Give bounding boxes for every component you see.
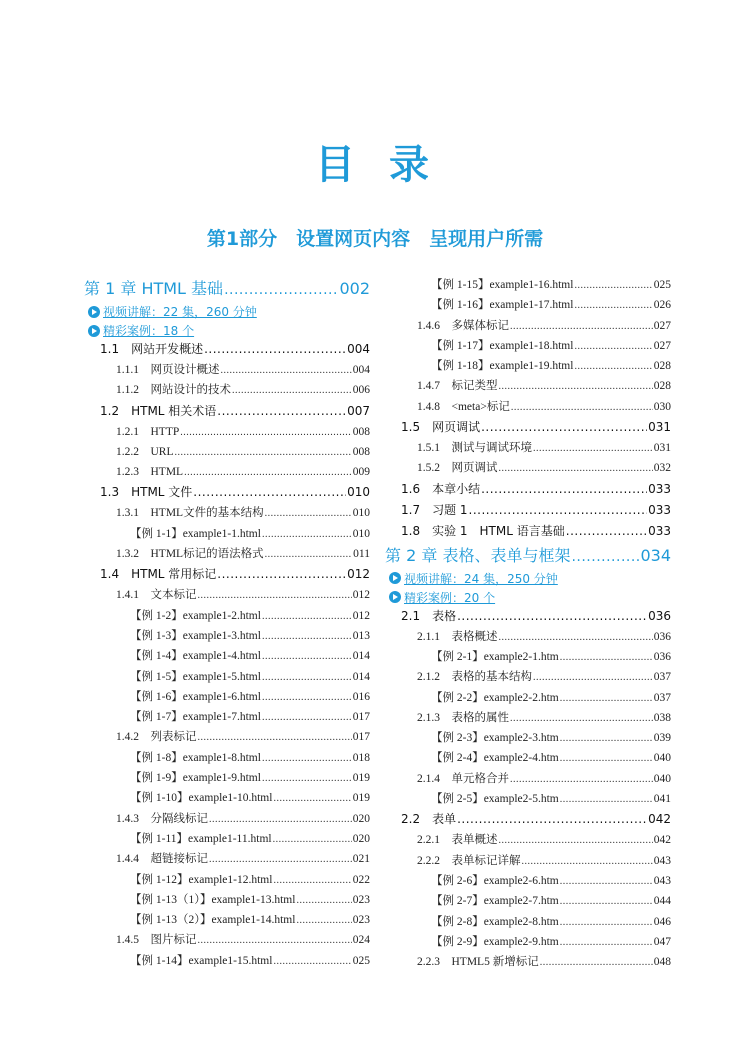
toc-subsection-entry[interactable]	[84, 423, 370, 443]
page-number: 012	[347, 567, 370, 582]
toc-example-entry[interactable]	[385, 872, 671, 892]
toc-section-entry[interactable]	[385, 480, 671, 501]
page-number: 019	[352, 772, 370, 785]
page-number: 043	[653, 854, 671, 867]
toc-subsection-entry[interactable]	[385, 709, 671, 729]
toc-example-entry[interactable]	[84, 769, 370, 789]
entry-title: 1.4.6 多媒体标记	[417, 319, 509, 332]
entry-title: 【例 1-2】example1-2.html	[130, 609, 261, 622]
dot-leader	[217, 567, 346, 581]
page-number: 040	[653, 752, 671, 765]
page-number: 025	[653, 279, 671, 291]
entry-title: 1.2.1 HTTP	[116, 425, 180, 438]
dot-leader	[560, 937, 653, 948]
entry-title: 1.7 习题 1	[401, 502, 468, 517]
dot-leader	[198, 732, 352, 743]
page-number: 026	[653, 299, 671, 312]
dot-leader	[262, 631, 352, 642]
page-number: 013	[352, 629, 370, 642]
entry-title: 第 2 章 表格、表单与框架	[385, 545, 571, 565]
toc-example-entry[interactable]	[84, 607, 370, 627]
page-number: 036	[653, 630, 671, 643]
page-number: 011	[353, 548, 370, 561]
page-title	[0, 133, 750, 190]
dot-leader	[209, 814, 352, 825]
page-number: 020	[352, 812, 370, 825]
entry-title: 【例 1-7】example1-7.html	[130, 711, 261, 724]
page-number: 027	[653, 319, 671, 332]
toc-subsection-entry[interactable]	[385, 953, 671, 973]
entry-title: 1.4.8 <meta>标记	[417, 400, 510, 413]
chapter-resource-link[interactable]	[385, 569, 671, 588]
toc-subsection-entry[interactable]	[84, 381, 370, 401]
dot-leader	[273, 956, 351, 967]
entry-title: 2.1.4 单元格合并	[417, 772, 509, 785]
part-heading: 第1部分 设置网页内容 呈现用户所需	[206, 228, 544, 250]
entry-title: 【例 1-13（2）】example1-14.html	[130, 914, 296, 927]
page-number: 017	[352, 711, 370, 724]
toc-subsection-entry[interactable]	[84, 810, 370, 830]
page-number: 019	[352, 792, 370, 805]
entry-title: 1.8 实验 1 HTML 语言基础	[401, 523, 565, 538]
chapter-resource-link[interactable]	[84, 321, 370, 340]
toc-example-entry[interactable]	[84, 789, 370, 809]
page-number: 006	[352, 384, 370, 397]
entry-title: 1.4.4 超链接标记	[116, 853, 208, 866]
entry-title: 1.6 本章小结	[401, 481, 481, 496]
dot-leader	[184, 467, 352, 478]
toc-subsection-entry[interactable]	[385, 852, 671, 872]
resource-label: 视频讲解：22 集，260 分钟	[103, 305, 257, 319]
page-number: 040	[653, 772, 671, 785]
toc-section-entry[interactable]	[385, 522, 671, 543]
page-number: 023	[352, 893, 370, 906]
page-number: 032	[653, 462, 671, 475]
page-number: 036	[648, 608, 671, 623]
entry-title: 【例 1-15】example1-16.html	[431, 279, 574, 291]
dot-leader	[209, 854, 352, 865]
dot-leader	[571, 549, 639, 565]
page-number: 033	[648, 502, 671, 517]
dot-leader	[560, 753, 653, 764]
dot-leader	[262, 651, 352, 662]
toc-subsection-entry[interactable]	[385, 831, 671, 851]
page-number: 037	[653, 671, 671, 684]
dot-leader	[560, 794, 653, 805]
page-number: 028	[653, 360, 671, 373]
title-char-1: 目	[315, 142, 361, 188]
toc-subsection-entry[interactable]	[385, 770, 671, 790]
page-number: 038	[653, 711, 671, 724]
entry-title: 1.4.2 列表标记	[116, 731, 197, 744]
toc-example-entry[interactable]	[385, 296, 671, 316]
chapter-resource-link[interactable]	[84, 302, 370, 321]
page-number: 007	[347, 403, 370, 418]
entry-title: 1.5 网页调试	[401, 420, 481, 435]
dot-leader	[265, 508, 352, 519]
toc-section-entry[interactable]	[385, 810, 671, 831]
toc-section-entry[interactable]	[385, 501, 671, 522]
entry-title: 【例 2-4】example2-4.htm	[431, 752, 559, 765]
toc-example-entry[interactable]	[385, 892, 671, 912]
toc-subsection-entry[interactable]	[385, 398, 671, 418]
page-number: 028	[653, 380, 671, 393]
entry-title: 2.1.3 表格的属性	[417, 711, 509, 724]
dot-leader	[469, 503, 648, 517]
toc-subsection-entry[interactable]	[385, 628, 671, 648]
dot-leader	[296, 915, 351, 926]
dot-leader	[533, 672, 653, 683]
dot-leader	[510, 713, 653, 724]
toc-right-column	[385, 276, 671, 973]
page-number: 017	[352, 731, 370, 744]
page-number: 048	[653, 956, 671, 969]
chapter-resource-link[interactable]	[385, 588, 671, 607]
entry-title: 1.4.1 文本标记	[116, 589, 197, 602]
toc-left-column	[84, 276, 370, 972]
toc-example-entry[interactable]	[385, 357, 671, 377]
dot-leader	[499, 381, 653, 392]
toc-example-entry[interactable]	[84, 911, 370, 931]
case-play-icon	[389, 591, 401, 603]
entry-title: 2.2.3 HTML5 新增标记	[417, 956, 539, 969]
dot-leader	[574, 341, 652, 352]
entry-title: 1.5.1 测试与调试环境	[417, 442, 532, 455]
toc-section-entry[interactable]	[84, 402, 370, 423]
dot-leader	[224, 282, 338, 298]
entry-title: 1.4.5 图片标记	[116, 934, 197, 947]
dot-leader	[574, 300, 652, 311]
resource-label: 精彩案例：20 个	[404, 590, 496, 605]
entry-title: 【例 1-16】example1-17.html	[431, 299, 574, 312]
toc-example-entry[interactable]	[84, 708, 370, 728]
entry-title: 【例 1-9】example1-9.html	[130, 772, 261, 785]
toc-example-entry[interactable]	[385, 276, 671, 296]
toc-subsection-entry[interactable]	[84, 463, 370, 483]
page-number: 010	[352, 527, 370, 540]
title-char-2: 录	[389, 142, 435, 188]
entry-title: 【例 1-4】example1-4.html	[130, 650, 261, 663]
dot-leader	[217, 404, 346, 418]
dot-leader	[457, 812, 647, 826]
dot-leader	[198, 590, 352, 601]
toc-subsection-entry[interactable]	[385, 317, 671, 337]
dot-leader	[574, 280, 652, 291]
toc-example-entry[interactable]	[84, 668, 370, 688]
toc-section-entry[interactable]	[84, 483, 370, 504]
toc-section-entry[interactable]	[84, 565, 370, 586]
page-number: 036	[653, 650, 671, 663]
entry-title: 【例 2-6】example2-6.htm	[431, 874, 559, 887]
dot-leader	[499, 632, 653, 643]
page-number: 046	[653, 915, 671, 928]
toc-subsection-entry[interactable]	[84, 586, 370, 606]
dot-leader	[511, 402, 653, 413]
page-number: 044	[653, 895, 671, 908]
page-number: 008	[352, 425, 370, 438]
dot-leader	[193, 485, 346, 499]
dot-leader	[499, 463, 653, 474]
toc-subsection-entry[interactable]	[84, 728, 370, 748]
toc-subsection-entry[interactable]	[84, 443, 370, 463]
entry-title: 【例 2-2】example2-2.htm	[431, 691, 559, 704]
dot-leader	[560, 917, 653, 928]
toc-section-entry[interactable]	[385, 418, 671, 439]
entry-title: 1.3 HTML 文件	[100, 485, 193, 500]
case-play-icon	[88, 325, 100, 337]
dot-leader	[540, 957, 653, 968]
entry-title: 1.2.2 URL	[116, 445, 174, 458]
dot-leader	[499, 835, 653, 846]
page-number: 014	[352, 650, 370, 663]
page-number: 037	[653, 691, 671, 704]
dot-leader	[574, 361, 652, 372]
dot-leader	[221, 365, 352, 376]
page-number: 025	[352, 954, 370, 967]
dot-leader	[560, 733, 653, 744]
page-number: 018	[352, 751, 370, 764]
dot-leader	[175, 447, 352, 458]
dot-leader	[560, 693, 653, 704]
entry-title: 1.1 网站开发概述	[100, 342, 204, 356]
dot-leader	[180, 427, 352, 438]
entry-title: 【例 1-13（1）】example1-13.html	[130, 893, 296, 906]
entry-title: 2.1 表格	[401, 608, 457, 623]
toc-subsection-entry[interactable]	[84, 850, 370, 870]
page-number: 043	[653, 874, 671, 887]
dot-leader	[560, 896, 653, 907]
page-number: 033	[648, 481, 671, 496]
page-number: 031	[648, 420, 671, 435]
entry-title: 【例 1-17】example1-18.html	[431, 339, 574, 352]
entry-title: 2.2.1 表单概述	[417, 834, 498, 847]
entry-title: 1.5.2 网页调试	[417, 462, 498, 475]
page-number: 034	[640, 545, 671, 565]
entry-title: 【例 2-5】example2-5.htm	[431, 793, 559, 806]
entry-title: 1.4.3 分隔线标记	[116, 812, 208, 825]
entry-title: 【例 1-1】example1-1.html	[130, 527, 261, 540]
page-number: 016	[352, 690, 370, 703]
page-number: 010	[347, 485, 370, 500]
page-number: 024	[352, 934, 370, 947]
entry-title: 【例 1-8】example1-8.html	[130, 751, 261, 764]
dot-leader	[198, 935, 352, 946]
entry-title: 【例 2-9】example2-9.htm	[431, 935, 559, 948]
page-number: 027	[653, 339, 671, 352]
entry-title: 【例 1-5】example1-5.html	[130, 670, 261, 683]
dot-leader	[262, 529, 352, 540]
dot-leader	[262, 773, 352, 784]
toc-example-entry[interactable]	[84, 830, 370, 850]
toc-example-entry[interactable]	[385, 337, 671, 357]
resource-label: 视频讲解：24 集，250 分钟	[404, 571, 558, 586]
entry-title: 【例 1-18】example1-19.html	[431, 360, 574, 373]
toc-example-entry[interactable]	[84, 688, 370, 708]
dot-leader	[510, 774, 653, 785]
toc-example-entry[interactable]	[385, 913, 671, 933]
dot-leader	[204, 342, 346, 356]
entry-title: 1.4.7 标记类型	[417, 380, 498, 393]
toc-example-entry[interactable]	[385, 790, 671, 810]
toc-example-entry[interactable]	[84, 952, 370, 972]
entry-title: 【例 1-6】example1-6.html	[130, 690, 261, 703]
entry-title: 【例 2-3】example2-3.htm	[431, 732, 559, 745]
page-number: 041	[653, 793, 671, 806]
entry-title: 1.2.3 HTML	[116, 466, 184, 479]
dot-leader	[262, 692, 352, 703]
toc-example-entry[interactable]	[84, 627, 370, 647]
page-number: 039	[653, 732, 671, 745]
page-number: 012	[352, 609, 370, 622]
toc-subsection-entry[interactable]	[84, 361, 370, 381]
toc-example-entry[interactable]	[385, 648, 671, 668]
toc-subsection-entry[interactable]	[385, 377, 671, 397]
toc-subsection-entry[interactable]	[84, 545, 370, 565]
dot-leader	[566, 524, 647, 538]
page-number: 012	[352, 589, 370, 602]
entry-title: 1.1.2 网站设计的技术	[116, 384, 231, 397]
toc-subsection-entry[interactable]	[385, 459, 671, 479]
dot-leader	[457, 609, 647, 623]
entry-title: 【例 1-10】example1-10.html	[130, 792, 273, 805]
toc-subsection-entry[interactable]	[385, 439, 671, 459]
entry-title: 2.1.1 表格概述	[417, 630, 498, 643]
page-number: 010	[352, 507, 370, 520]
video-play-icon	[389, 572, 401, 584]
page-number: 047	[653, 935, 671, 948]
page-number: 020	[352, 832, 370, 845]
page-number: 004	[352, 364, 370, 376]
page-number: 033	[648, 523, 671, 538]
page-number: 021	[352, 853, 370, 866]
page-number: 014	[352, 670, 370, 683]
entry-title: 2.2.2 表单标记详解	[417, 854, 521, 867]
dot-leader	[560, 876, 653, 887]
toc-subsection-entry[interactable]	[84, 504, 370, 524]
entry-title: 【例 1-11】example1-11.html	[130, 832, 272, 845]
dot-leader	[481, 482, 647, 496]
toc-subsection-entry[interactable]	[84, 931, 370, 951]
page-number: 009	[352, 466, 370, 479]
page-number: 042	[653, 834, 671, 847]
dot-leader	[560, 652, 653, 663]
toc-chapter-entry[interactable]	[84, 276, 370, 302]
entry-title: 1.4 HTML 常用标记	[100, 567, 217, 582]
entry-title: 【例 1-3】example1-3.html	[130, 629, 261, 642]
page-number: 004	[347, 342, 370, 356]
toc-example-entry[interactable]	[84, 891, 370, 911]
entry-title: 【例 1-14】example1-15.html	[130, 954, 273, 967]
toc-example-entry[interactable]	[385, 729, 671, 749]
entry-title: 1.3.1 HTML文件的基本结构	[116, 507, 264, 520]
page-number: 002	[339, 279, 370, 298]
entry-title: 2.1.2 表格的基本结构	[417, 671, 532, 684]
dot-leader	[265, 549, 353, 560]
toc-subsection-entry[interactable]	[385, 668, 671, 688]
toc-example-entry[interactable]	[385, 933, 671, 953]
toc-example-entry[interactable]	[84, 525, 370, 545]
dot-leader	[510, 321, 653, 332]
dot-leader	[262, 672, 352, 683]
dot-leader	[273, 834, 352, 845]
toc-example-entry[interactable]	[84, 749, 370, 769]
page-number: 031	[653, 442, 671, 455]
dot-leader	[262, 712, 352, 723]
entry-title: 【例 2-1】example2-1.htm	[431, 650, 559, 663]
entry-title: 2.2 表单	[401, 812, 457, 827]
resource-label: 精彩案例：18 个	[103, 324, 195, 338]
dot-leader	[533, 443, 653, 454]
page-number: 030	[653, 400, 671, 413]
entry-title: 1.1.1 网页设计概述	[116, 364, 220, 376]
page-number: 022	[352, 873, 370, 886]
dot-leader	[296, 895, 351, 906]
entry-title: 【例 1-12】example1-12.html	[130, 873, 273, 886]
entry-title: 1.2 HTML 相关术语	[100, 403, 217, 418]
dot-leader	[262, 753, 352, 764]
dot-leader	[232, 385, 352, 396]
page-number: 042	[648, 812, 671, 827]
page-number: 008	[352, 445, 370, 458]
dot-leader	[481, 420, 647, 434]
toc-example-entry[interactable]	[385, 749, 671, 769]
toc-section-entry[interactable]	[84, 340, 370, 361]
dot-leader	[522, 856, 653, 867]
toc-chapter-entry[interactable]	[385, 543, 671, 569]
page-number: 023	[352, 914, 370, 927]
entry-title: 【例 2-7】example2-7.htm	[431, 895, 559, 908]
entry-title: 【例 2-8】example2-8.htm	[431, 915, 559, 928]
entry-title: 第 1 章 HTML 基础	[84, 279, 224, 298]
toc-example-entry[interactable]	[84, 647, 370, 667]
dot-leader	[273, 793, 351, 804]
toc-example-entry[interactable]	[84, 871, 370, 891]
dot-leader	[262, 611, 352, 622]
toc-section-entry[interactable]	[385, 607, 671, 628]
entry-title: 1.3.2 HTML标记的语法格式	[116, 548, 264, 561]
video-play-icon	[88, 306, 100, 318]
dot-leader	[273, 875, 351, 886]
toc-example-entry[interactable]	[385, 689, 671, 709]
